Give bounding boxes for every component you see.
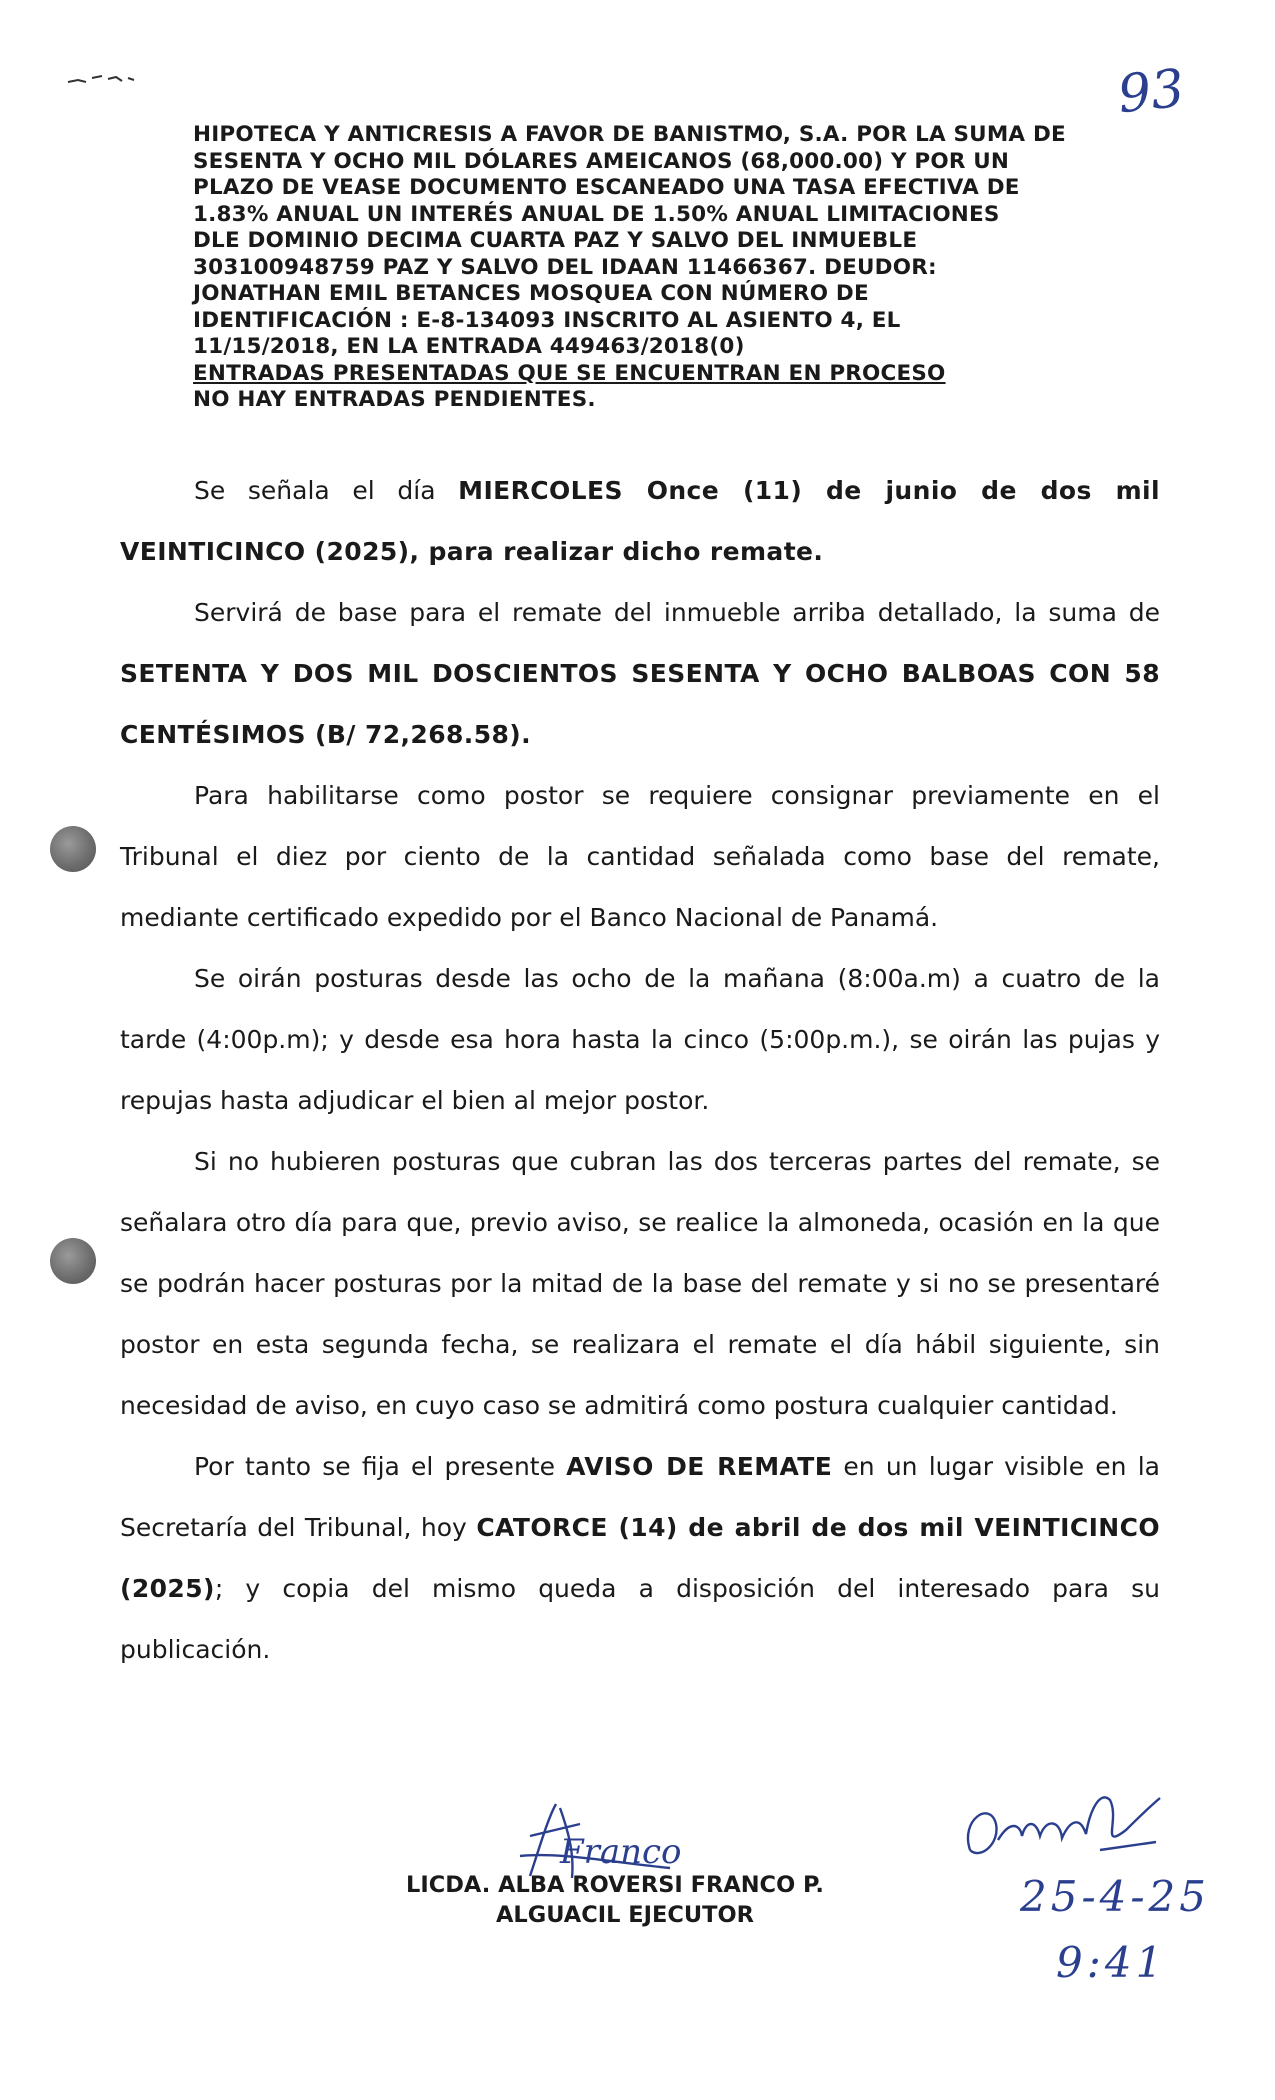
receipt-signature-scribble bbox=[950, 1780, 1190, 1880]
header-line: HIPOTECA Y ANTICRESIS A FAVOR DE BANISTMO, S.A. POR LA SUMA DE bbox=[193, 122, 1066, 147]
header-line: SESENTA Y OCHO MIL DÓLARES AMEICANOS (68,000.00) Y POR UN bbox=[193, 148, 1010, 174]
header-line: JONATHAN EMIL BETANCES MOSQUEA CON NÚMERO DE bbox=[193, 281, 869, 306]
bidder-requirement-paragraph: Para habilitarse como postor se requiere consignar previamente en el Tribunal el diez por ciento de la cantidad señalada como base del remate, mediante certificado expedido por el Banco Nacional de Panamá. bbox=[120, 781, 1160, 932]
handwritten-folio-number: 93 bbox=[1115, 58, 1188, 126]
bidding-hours-paragraph: Se oirán posturas desde las ocho de la mañana (8:00a.m) a cuatro de la tarde (4:00p.m); y desde esa hora hasta la cinco (5:00p.m.), se oirán las pujas y repujas hasta adjudicar el bien al mejor postor. bbox=[120, 964, 1160, 1115]
signer-title: ALGUACIL EJECUTOR bbox=[496, 1902, 754, 1928]
scan-smudge bbox=[64, 70, 154, 90]
receipt-time: 9:41 bbox=[1056, 1938, 1167, 1987]
header-line: PLAZO DE VEASE DOCUMENTO ESCANEADO UNA TASA EFECTIVA DE bbox=[193, 175, 1020, 200]
signer-name: LICDA. ALBA ROVERSI FRANCO P. bbox=[406, 1872, 824, 1898]
base-price-amount: SETENTA Y DOS MIL DOSCIENTOS SESENTA Y OCHO BALBOAS CON 58 CENTÉSIMOS (B/ 72,268.58). bbox=[120, 659, 1160, 749]
receipt-date: 25-4-25 bbox=[1020, 1872, 1210, 1921]
notice-title: AVISO DE REMATE bbox=[566, 1452, 833, 1481]
auction-date-paragraph: Se señala el día MIERCOLES Once (11) de junio de dos mil VEINTICINCO (2025), para realizar dicho remate. bbox=[120, 476, 1160, 566]
entries-in-process-heading: ENTRADAS PRESENTADAS QUE SE ENCUENTRAN EN PROCESO bbox=[193, 360, 946, 386]
header-line: 303100948759 PAZ Y SALVO DEL IDAAN 11466367. DEUDOR: bbox=[193, 254, 937, 280]
punch-hole bbox=[50, 826, 96, 872]
notice-body bbox=[120, 460, 1160, 1680]
header-line: 1.83% ANUAL UN INTERÉS ANUAL DE 1.50% ANUAL LIMITACIONES bbox=[193, 201, 1000, 227]
handwritten-signature: Franco bbox=[560, 1832, 682, 1872]
base-price-paragraph: Servirá de base para el remate del inmueble arriba detallado, la suma de SETENTA Y DOS MIL DOSCIENTOS SESENTA Y OCHO BALBOAS CON 58 CENTÉSIMOS (B/ 72,268.58). bbox=[120, 598, 1160, 749]
posting-date: CATORCE (14) de abril de dos mil VEINTICINCO (2025) bbox=[120, 1513, 1161, 1603]
header-line: DLE DOMINIO DECIMA CUARTA PAZ Y SALVO DEL INMUEBLE bbox=[193, 228, 918, 253]
punch-hole bbox=[50, 1238, 96, 1284]
header-line: 11/15/2018, EN LA ENTRADA 449463/2018(0) bbox=[193, 334, 745, 359]
signature-block bbox=[390, 1796, 910, 1936]
registry-header bbox=[193, 122, 1093, 414]
receipt-annotation bbox=[950, 1780, 1210, 2010]
second-auction-paragraph: Si no hubieren posturas que cubran las dos terceras partes del remate, se señalara otro día para que, previo aviso, se realice la almoneda, ocasión en la que se podrán hacer posturas por la mitad de la base del remate y si no se presentaré postor en esta segunda fecha, se realizara el remate el día hábil siguiente, sin necesidad de aviso, en cuyo caso se admitirá como postura cualquier cantidad. bbox=[120, 1147, 1160, 1420]
auction-date: MIERCOLES Once (11) de junio de dos mil VEINTICINCO (2025), para realizar dicho remate. bbox=[120, 476, 1160, 566]
no-pending-entries: NO HAY ENTRADAS PENDIENTES. bbox=[193, 387, 596, 412]
header-line: IDENTIFICACIÓN : E-8-134093 INSCRITO AL ASIENTO 4, EL bbox=[193, 307, 901, 333]
posting-notice-paragraph: Por tanto se fija el presente AVISO DE REMATE en un lugar visible en la Secretaría del Tribunal, hoy CATORCE (14) de abril de dos mil VEINTICINCO (2025); y copia del mismo queda a disposición del interesado para su publicación. bbox=[120, 1452, 1161, 1664]
